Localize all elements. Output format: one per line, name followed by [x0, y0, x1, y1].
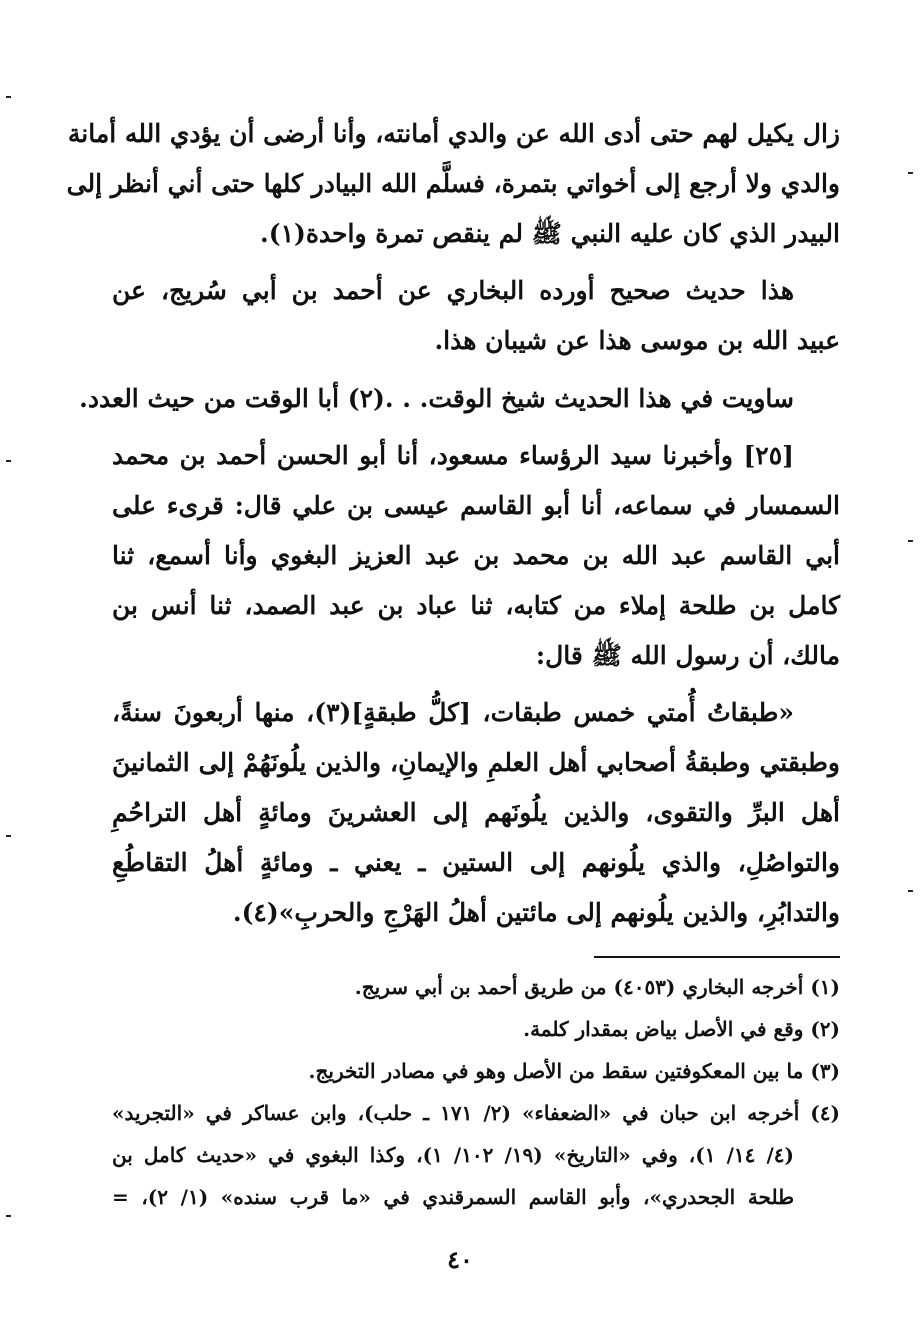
margin-mark: [6, 96, 11, 98]
margin-mark: [908, 890, 913, 892]
margin-mark: [6, 1215, 11, 1217]
text-line: ساويت في هذا الحديث شيخ الوقت. . .(٢) أبا الوقت من حيث العدد.: [79, 384, 794, 413]
text-line: كامل بن طلحة إملاء من كتابه، ثنا عباد بن عبد الصمد، ثنا أنس بن: [112, 591, 840, 620]
text-line: زال يكيل لهم حتى أدى الله عن والدي أمانته، وأنا أرضى أن يؤدي الله أمانة: [67, 119, 840, 148]
footnote-line: (٤/ ١٤/ ١)، وفي «التاريخ» (١٩/ ١٠٢/ ١)، وكذا البغوي في «حديث كامل بن: [112, 1143, 794, 1167]
footnote-line: (٢) وقع في الأصل بياض بمقدار كلمة.: [523, 1017, 840, 1041]
margin-mark: [908, 172, 913, 174]
text-line: هذا حديث صحيح أورده البخاري عن أحمد بن أبي سُريج، عن: [112, 276, 795, 305]
text-line: والدي ولا أرجع إلى أخواتي بتمرة، فسلَّم الله البيادر كلها حتى أني أنظر إلى: [66, 169, 840, 198]
text-line: السمسار في سماعه، أنا أبو القاسم عيسى بن علي قال: قرىء على: [112, 491, 840, 520]
margin-mark: [908, 540, 913, 542]
text-line: «طبقاتُ أُمتي خمس طبقات، [كلُّ طبقةٍ](٣)، منها أربعونَ سنةً،: [112, 698, 794, 727]
text-line: أبي القاسم عبد الله بن محمد بن عبد العزيز البغوي وأنا أسمع، ثنا: [112, 541, 840, 570]
footnote-line: (٣) ما بين المعكوفتين سقط من الأصل وهو في مصادر التخريج.: [308, 1059, 840, 1083]
text-line: أهل البرِّ والتقوى، والذين يلُونَهم إلى العشرينَ ومائةٍ أهل التراحُمِ: [112, 798, 840, 827]
footnote-line: (١) أخرجه البخاري (٤٠٥٣) من طريق أحمد بن أبي سريج.: [354, 975, 840, 999]
footnote-separator: [594, 956, 840, 958]
text-line: مالك، أن رسول الله ﷺ قال:: [535, 641, 840, 670]
margin-mark: [6, 460, 11, 462]
margin-mark: [6, 835, 11, 837]
text-line: البيدر الذي كان عليه النبي ﷺ لم ينقص تمرة واحدة(١).: [260, 219, 840, 248]
text-line: [٢٥] وأخبرنا سيد الرؤساء مسعود، أنا أبو الحسن أحمد بن محمد: [112, 441, 794, 470]
text-line: والتواصُلِ، والذي يلُونهم إلى الستين ـ يعني ـ ومائةٍ أهلُ التقاطُعِ: [112, 848, 840, 877]
footnote-line: طلحة الجحدري»، وأبو القاسم السمرقندي في «ما قرب سنده» (١/ ٢)، =: [112, 1185, 794, 1209]
text-line: وطبقتي وطبقةُ أصحابي أهل العلمِ والإيمانِ، والذين يلُونَهُمْ إلى الثمانينَ: [112, 748, 840, 777]
footnote-line: (٤) أخرجه ابن حبان في «الضعفاء» (٢/ ١٧١ ـ حلب)، وابن عساكر في «التجريد»: [112, 1101, 840, 1125]
text-line: والتدابُرِ، والذين يلُونهم إلى مائتين أهلُ الهَرْجِ والحربِ»(٤).: [232, 898, 840, 927]
text-line: عبيد الله بن موسى هذا عن شيبان هذا.: [434, 326, 840, 355]
page-number: ٤٠: [447, 1245, 473, 1274]
